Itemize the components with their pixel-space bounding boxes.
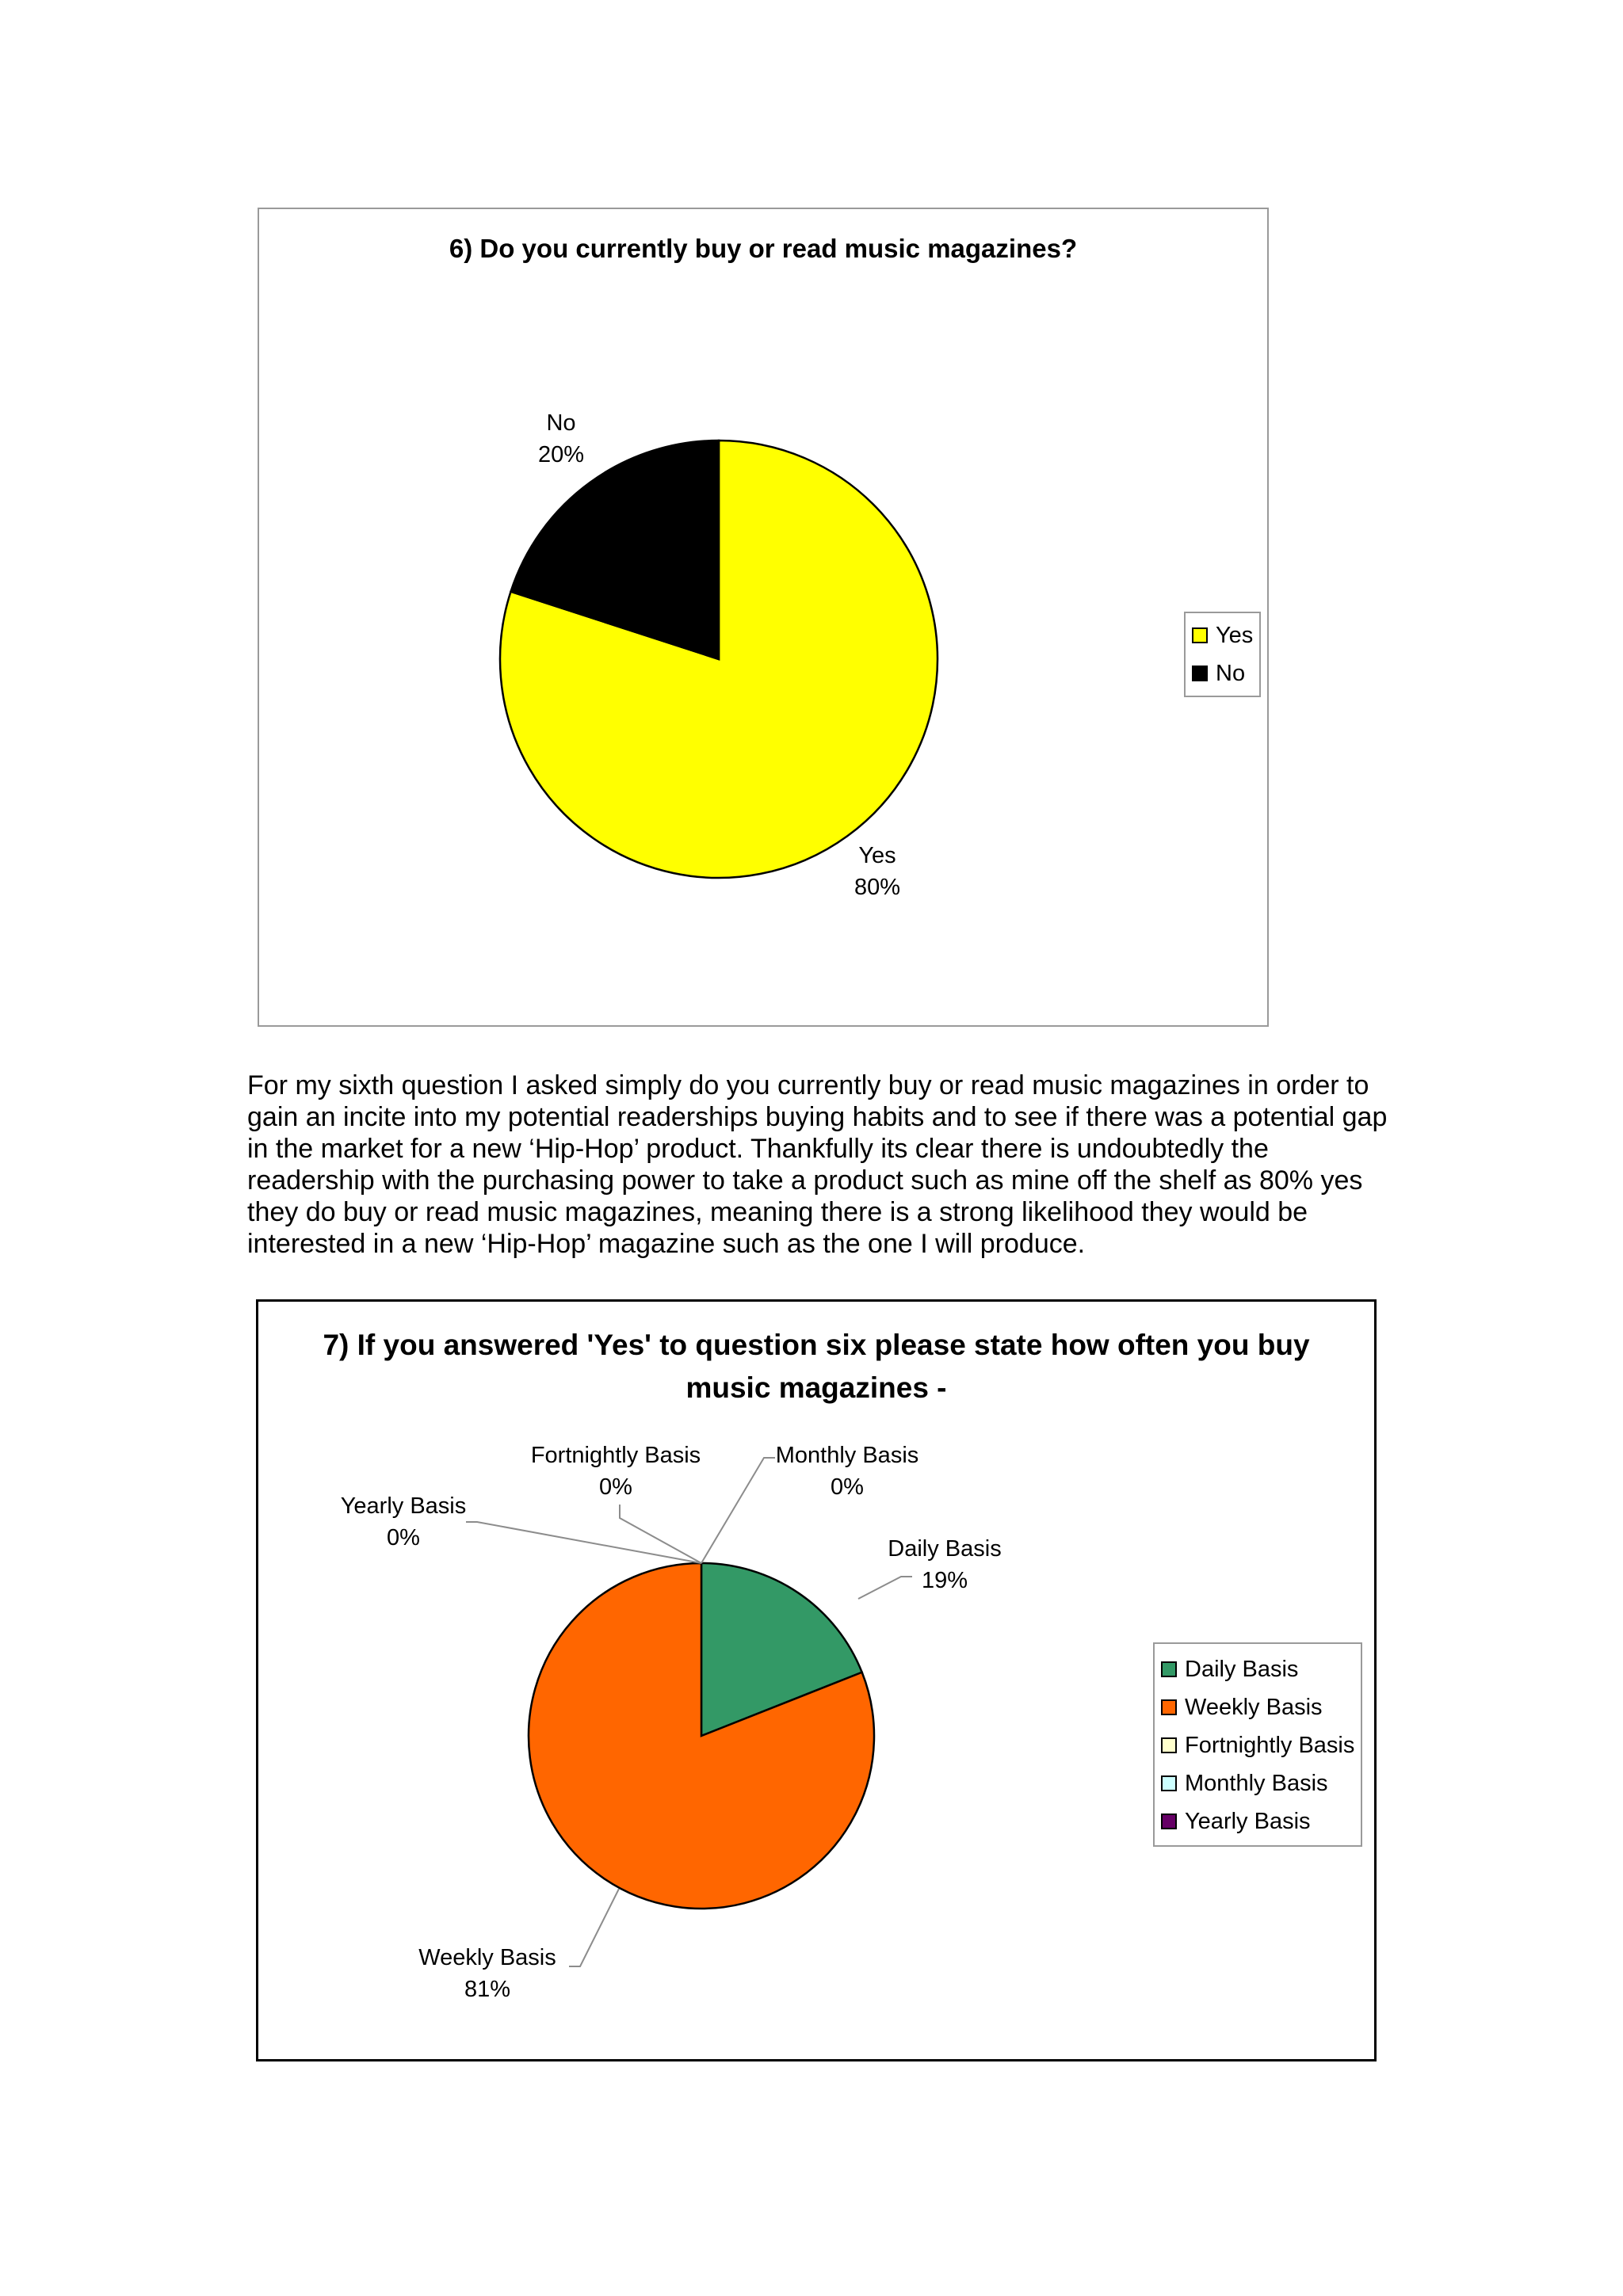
leader-line-weekly [569,1889,619,1966]
legend-label-yes: Yes [1216,623,1254,648]
slice-label-fortnightly [531,1440,701,1503]
legend-label-daily: Daily Basis [1185,1657,1299,1682]
chart-frequency [256,1299,1377,2061]
legend-label-no: No [1216,661,1246,686]
legend-swatch-no [1192,666,1208,681]
leader-line-yearly [466,1522,701,1563]
slice-label-yearly-pct: 0% [387,1525,420,1550]
legend-item-daily [1161,1650,1354,1688]
slice-label-monthly-name: Monthly Basis [775,1443,919,1468]
chart-1-legend [1184,612,1261,697]
legend-label-fortnightly: Fortnightly Basis [1185,1733,1355,1758]
chart-2-legend [1153,1642,1362,1847]
slice-label-weekly [418,1942,556,2005]
slice-label-fortnightly-name: Fortnightly Basis [530,1443,701,1468]
slice-label-daily-pct: 19% [921,1568,968,1593]
legend-item-monthly [1161,1764,1354,1802]
legend-swatch-fortnightly [1161,1737,1177,1753]
chart-1-title: 6) Do you currently buy or read music magazines? [449,234,1078,263]
pie-chart-1 [259,209,1267,1025]
legend-swatch-yearly [1161,1814,1177,1829]
slice-label-yearly [341,1490,467,1554]
slice-label-no-pct: 20% [537,442,585,467]
legend-item-no [1192,654,1253,692]
body-paragraph: For my sixth question I asked simply do you currently buy or read music magazines in order to gain an incite into my potential readerships buying habits and to see if there was a potential gap in the market for a new ‘Hip-Hop’ product. Thankfully its clear there is undoubtedly the readership with the purchasing power to take a product such as mine off the shelf as 80% yes they do buy or read music magazines, meaning there is a strong likelihood they would be interested in a new ‘Hip-Hop’ magazine such as the one I will produce. [247,1070,1388,1259]
legend-label-weekly: Weekly Basis [1185,1695,1323,1720]
slice-label-yearly-name: Yearly Basis [340,1493,467,1519]
slice-label-no-name: No [546,410,576,436]
slice-label-yes [854,840,900,903]
legend-item-yearly [1161,1802,1354,1840]
legend-swatch-daily [1161,1661,1177,1677]
legend-swatch-monthly [1161,1775,1177,1791]
slice-label-no [538,407,584,471]
legend-swatch-weekly [1161,1699,1177,1715]
legend-item-fortnightly [1161,1726,1354,1764]
legend-item-weekly [1161,1688,1354,1726]
slice-label-fortnightly-pct: 0% [599,1474,632,1500]
slice-label-daily [888,1533,1001,1596]
chart-yes-no [258,208,1269,1027]
legend-label-monthly: Monthly Basis [1185,1771,1328,1796]
slice-label-monthly [776,1440,919,1503]
leader-line-monthly [701,1458,775,1563]
slice-label-weekly-pct: 81% [464,1977,511,2002]
legend-item-yes [1192,616,1253,654]
leader-line-fortnightly [620,1505,701,1563]
slice-label-monthly-pct: 0% [831,1474,864,1500]
legend-swatch-yes [1192,627,1208,643]
slice-label-yes-pct: 80% [854,875,901,900]
legend-label-yearly: Yearly Basis [1185,1809,1311,1834]
chart-2-title: 7) If you answered 'Yes' to question six please state how often you buy music magazines - [323,1329,1310,1404]
slice-label-weekly-name: Weekly Basis [418,1945,556,1970]
slice-label-yes-name: Yes [858,843,896,868]
slice-label-daily-name: Daily Basis [888,1536,1002,1562]
